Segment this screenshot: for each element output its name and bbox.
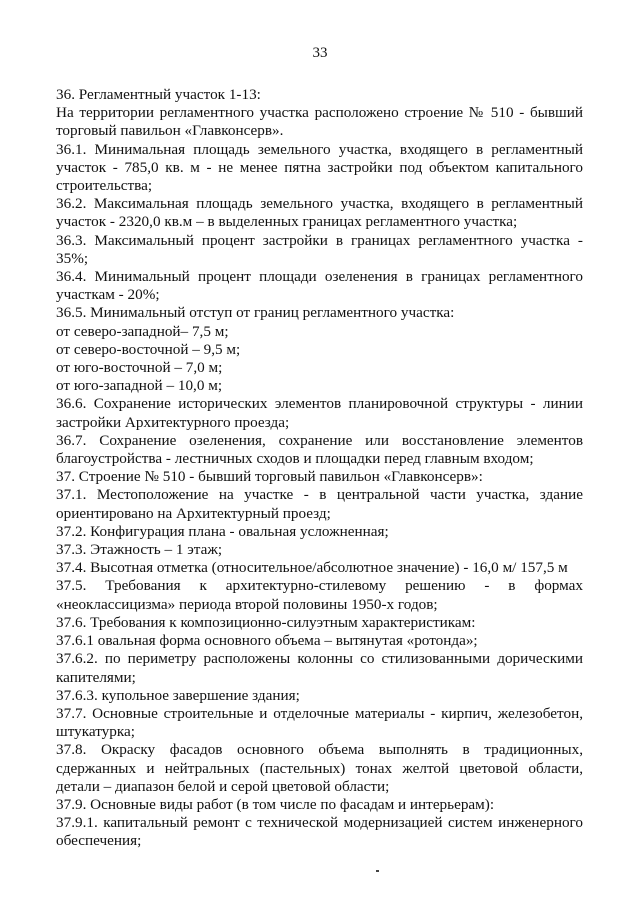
paragraph: 37.4. Высотная отметка (относительное/абсолютное значение) - 16,0 м/ 157,5 м [56,559,568,577]
list-item: от юго-восточной – 7,0 м; [56,359,223,377]
paragraph: 36.4. Минимальный процент площади озеленения в границах регламентного участкам - 20%; [56,268,583,304]
paragraph: 37.7. Основные строительные и отделочные материалы - кирпич, железобетон, штукатурка; [56,704,583,741]
list-item: от северо-восточной – 9,5 м; [56,340,241,358]
paragraph: На территории регламентного участка расположено строение № 510 - бывший торговый павильон «Главконсерв». [56,104,583,140]
paragraph: 36.5. Минимальный отступ от границ регламентного участка: [56,304,455,322]
paragraph: 37.9.1. капитальный ремонт с технической модернизацией систем инженерного обеспечения; [56,814,583,850]
paragraph: 37.6.1 овальная форма основного объема – вытянутая «ротонда»; [56,632,478,650]
list-item: от северо-западной– 7,5 м; [56,322,229,340]
paragraph: 37.8. Окраску фасадов основного объема выполнять в традиционных, сдержанных и нейтральных (пастельных) тонах желтой цветовой области, детали – диапазон белой и серой цветовой области; [56,741,583,795]
page-number: 33 [312,45,328,61]
scan-speck [376,870,379,872]
section-heading: 36. Регламентный участок 1-13: [56,86,261,103]
paragraph: 37.6.2. по периметру расположены колонны со стилизованными дорическими капителями; [56,650,583,686]
paragraph: 36.2. Максимальная площадь земельного участка, входящего в регламентный участок - 2320,0 кв.м – в выделенных границах регламентного участка; [56,195,583,231]
paragraph: 37.3. Этажность – 1 этаж; [56,541,223,559]
paragraph: 36.7. Сохранение озеленения, сохранение или восстановление элементов благоустройства - лестничных сходов и площадки перед главным входом; [56,431,583,468]
document-body [56,86,583,851]
paragraph: 37.1. Местоположение на участке - в центральной части участка, здание ориентировано на Архитектурный проезд; [56,486,583,522]
list-item: от юго-западной – 10,0 м; [56,377,223,395]
paragraph: 36.6. Сохранение исторических элементов планировочной структуры - линии застройки Архитектурного проезда; [56,395,583,431]
paragraph: 37.6. Требования к композиционно-силуэтным характеристикам: [56,613,476,631]
paragraph: 37.6.3. купольное завершение здания; [56,686,300,704]
paragraph: 36.3. Максимальный процент застройки в границах регламентного участка - 35%; [56,231,583,267]
paragraph: 37.9. Основные виды работ (в том числе по фасадам и интерьерам): [56,795,495,813]
paragraph: 37.5. Требования к архитектурно-стилевому решению - в формах «неоклассицизма» периода второй половины 1950-х годов; [56,577,583,613]
section-heading: 37. Строение № 510 - бывший торговый павильон «Главконсерв»: [56,468,483,486]
paragraph: 36.1. Минимальная площадь земельного участка, входящего в регламентный участок - 785,0 кв. м - не менее пятна застройки под объектом капитального строительства; [56,140,583,195]
paragraph: 37.2. Конфигурация плана - овальная усложненная; [56,522,389,540]
